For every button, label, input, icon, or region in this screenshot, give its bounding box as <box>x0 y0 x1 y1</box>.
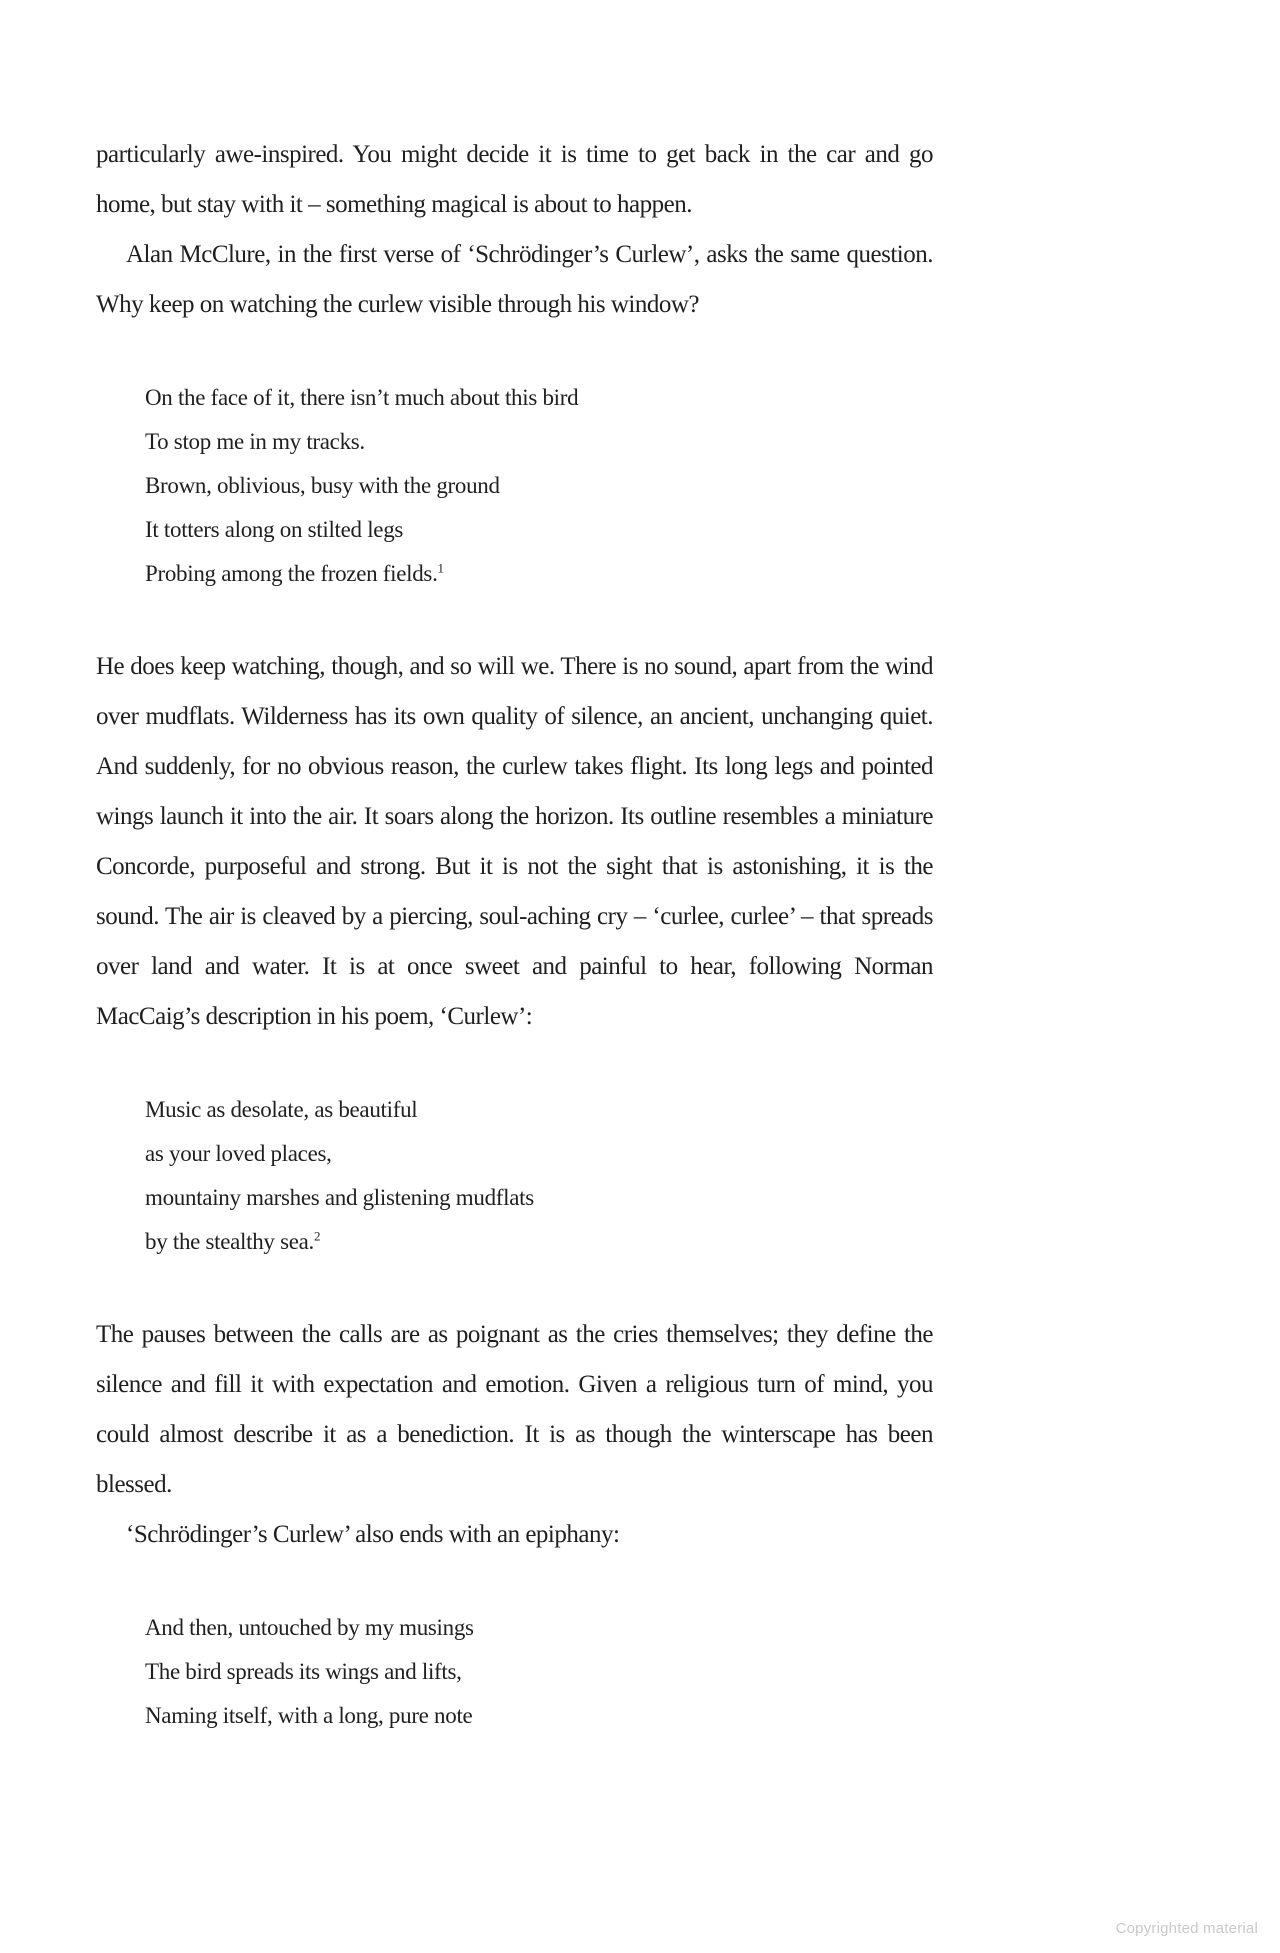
verse-line <box>145 1220 933 1264</box>
verse-line: On the face of it, there isn’t much about this bird <box>145 385 579 410</box>
body-paragraph-5: ‘Schrödinger’s Curlew’ also ends with an epiphany: <box>126 1521 620 1548</box>
verse-line-text: by the stealthy sea. <box>145 1229 315 1254</box>
verse-line: Brown, oblivious, busy with the ground <box>145 473 500 498</box>
verse-line <box>145 552 933 596</box>
verse-line-text: Probing among the frozen fields. <box>145 561 438 586</box>
body-paragraph-1: particularly awe-inspired. You might decide it is time to get back in the car and go home, but stay with it – something magical is about to happen. <box>96 141 933 218</box>
verse-line: as your loved places, <box>145 1141 332 1166</box>
footnote-marker-1: 1 <box>437 560 444 576</box>
verse-line: To stop me in my tracks. <box>145 429 365 454</box>
text-block <box>96 130 933 1784</box>
poem-block-2 <box>145 1088 933 1264</box>
footnote-marker-2: 2 <box>314 1228 321 1244</box>
poem-block-1 <box>145 376 933 596</box>
body-paragraph-4: The pauses between the calls are as poignant as the cries themselves; they define the silence and fill it with expectation and emotion. Given a religious turn of mind, you could almost describe it as a benediction. It is as though the winterscape has been blessed. <box>96 1321 933 1498</box>
verse-line: The bird spreads its wings and lifts, <box>145 1659 462 1684</box>
verse-line: mountainy marshes and glistening mudflats <box>145 1185 534 1210</box>
verse-line: It totters along on stilted legs <box>145 517 404 542</box>
body-paragraph-2: Alan McClure, in the first verse of ‘Schrödinger’s Curlew’, asks the same question. Why keep on watching the curlew visible through his window? <box>96 241 933 318</box>
body-paragraph-3: He does keep watching, though, and so will we. There is no sound, apart from the wind over mudflats. Wilderness has its own quality of silence, an ancient, unchanging quiet. And suddenly, for no obvious reason, the curlew takes flight. Its long legs and pointed wings launch it into the air. It soars along the horizon. Its outline resembles a miniature Concorde, purposeful and strong. But it is not the sight that is astonishing, it is the sound. The air is cleaved by a piercing, soul-aching cry – ‘curlee, curlee’ – that spreads over land and water. It is at once sweet and painful to hear, following Norman MacCaig’s description in his poem, ‘Curlew’: <box>96 653 933 1030</box>
copyright-watermark: Copyrighted material <box>1115 1920 1258 1937</box>
poem-block-3 <box>145 1606 933 1738</box>
verse-line: Naming itself, with a long, pure note <box>145 1703 473 1728</box>
verse-line: And then, untouched by my musings <box>145 1615 474 1640</box>
verse-line: Music as desolate, as beautiful <box>145 1097 418 1122</box>
